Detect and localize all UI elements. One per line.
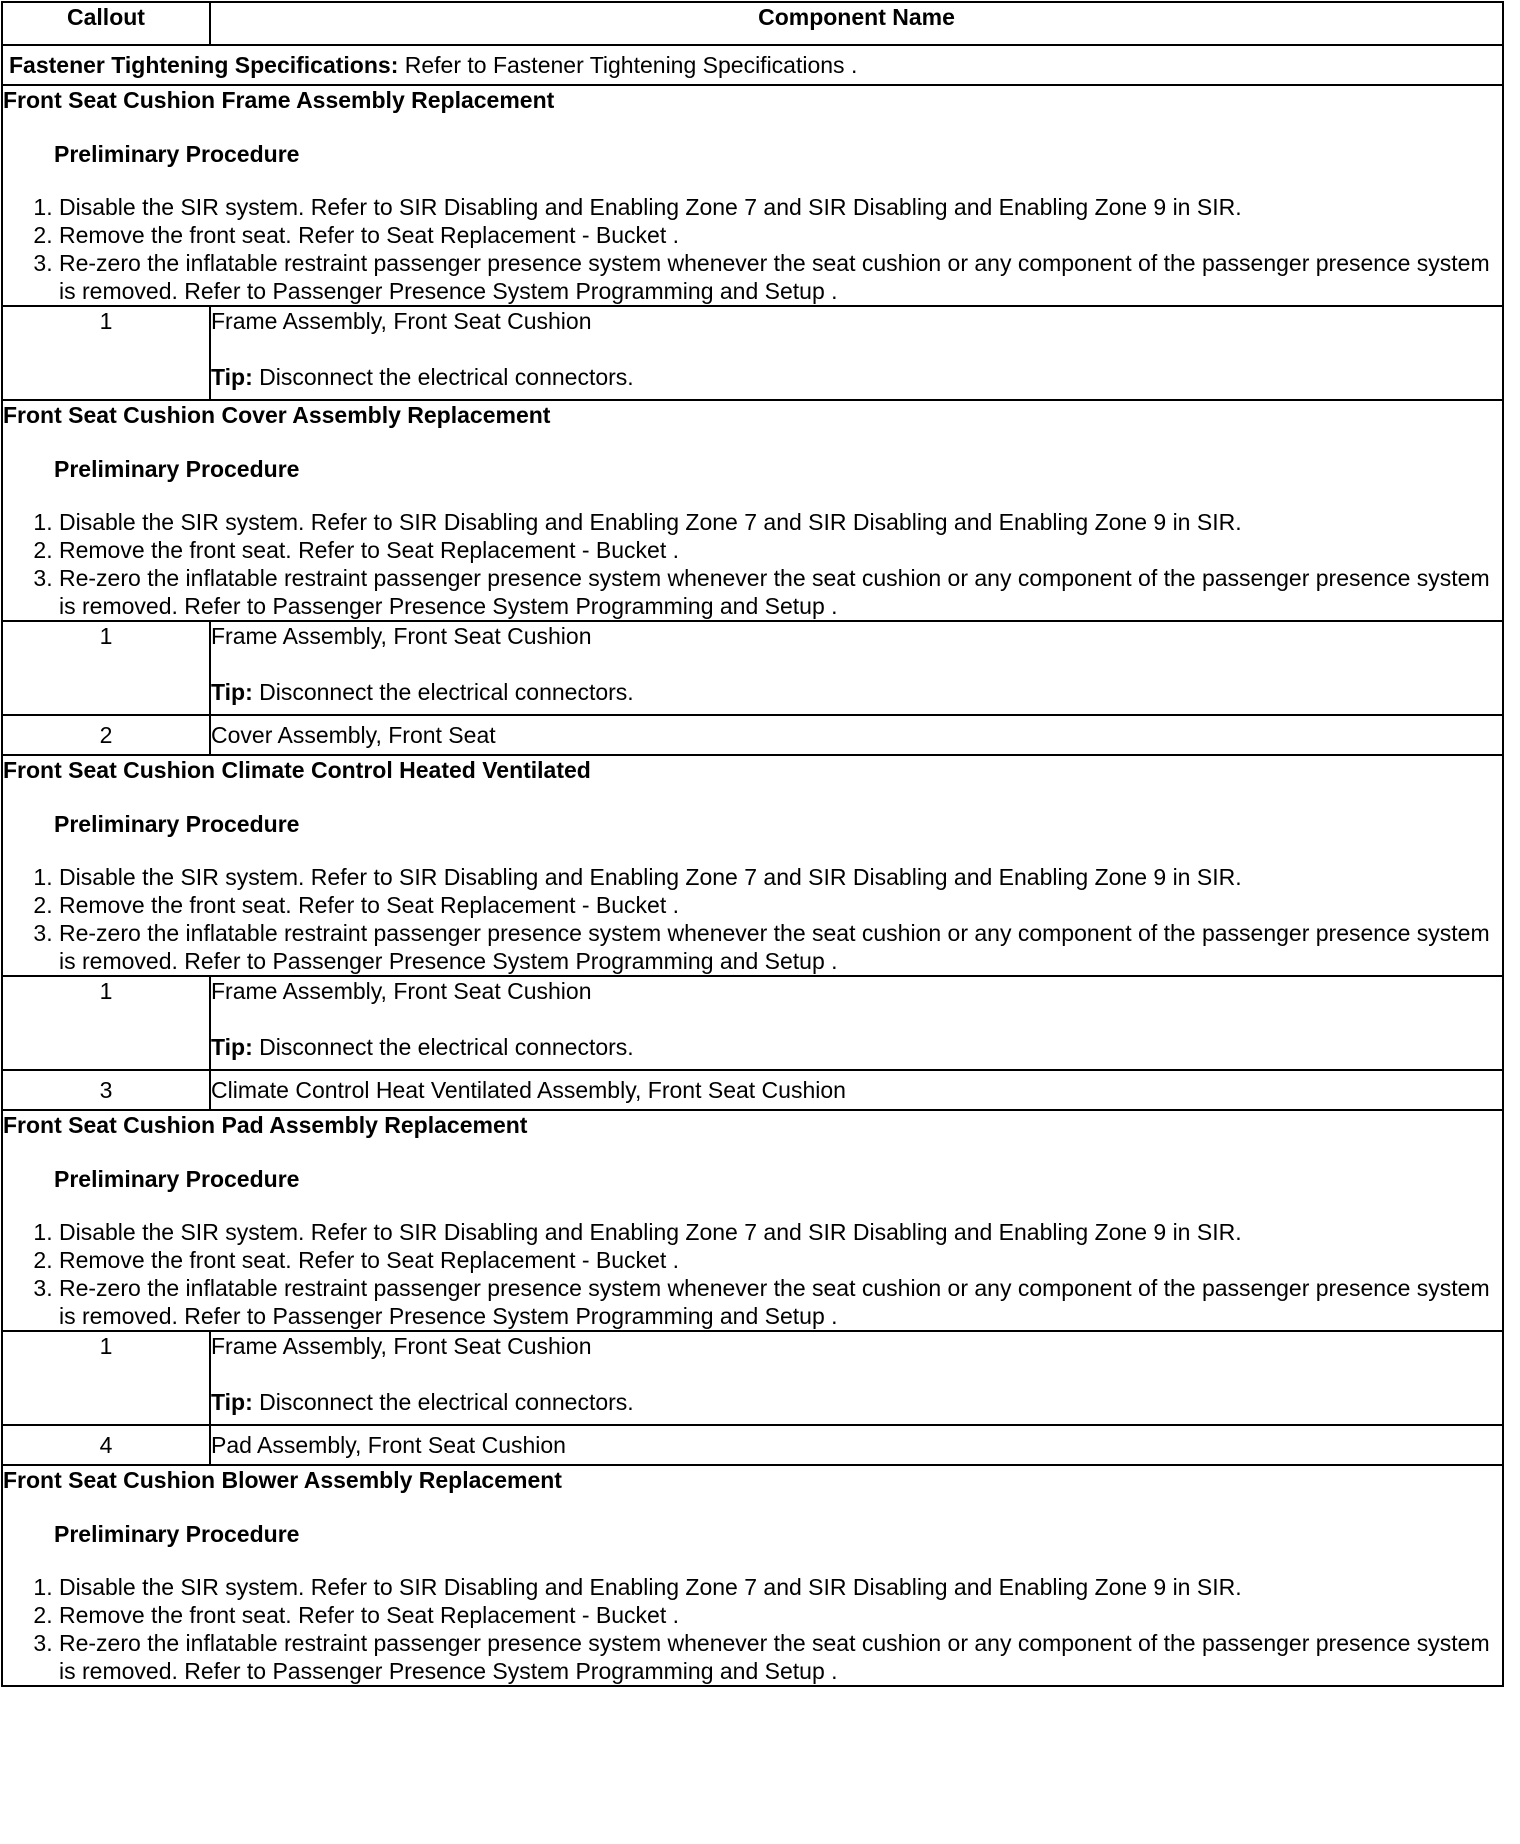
section-cell [2,1110,1503,1331]
procedure-step: 1. Disable the SIR system. Refer to SIR Disabling and Enabling Zone 7 and SIR Disabling and Enabling Zone 9 in SIR. [59,193,1502,221]
procedure-steps [3,193,1502,305]
fastener-spec-cell [2,45,1503,85]
part-row [2,1331,1503,1425]
procedure-step: 3. Re-zero the inflatable restraint passenger presence system whenever the seat cushion or any component of the passenger presence system is removed. Refer to Passenger Presence System Programming and Setup . [59,919,1502,975]
component-cell [210,1070,1503,1110]
component-name: Cover Assembly, Front Seat [211,722,496,748]
tip-label: Tip: [211,1034,253,1060]
part-row [2,1425,1503,1465]
component-cell [210,1331,1503,1425]
section-title: Front Seat Cushion Climate Control Heated Ventilated [3,757,591,783]
procedure-step: 2. Remove the front seat. Refer to Seat Replacement - Bucket . [59,1601,1502,1629]
component-name: Frame Assembly, Front Seat Cushion [211,308,592,334]
part-row [2,1070,1503,1110]
fastener-spec-row [2,45,1503,85]
tip-label: Tip: [211,1389,253,1415]
preliminary-procedure-title: Preliminary Procedure [54,456,300,482]
component-name: Frame Assembly, Front Seat Cushion [211,1333,592,1359]
callout-number: 1 [2,976,210,1070]
component-cell [210,1425,1503,1465]
part-row [2,715,1503,755]
section-title: Front Seat Cushion Cover Assembly Replacement [3,402,551,428]
section-row [2,85,1503,306]
procedure-step: 2. Remove the front seat. Refer to Seat Replacement - Bucket . [59,221,1502,249]
section-title: Front Seat Cushion Pad Assembly Replacement [3,1112,528,1138]
tip-label: Tip: [211,679,253,705]
component-cell [210,715,1503,755]
preliminary-procedure-title: Preliminary Procedure [54,1166,300,1192]
part-row [2,976,1503,1070]
component-cell [210,976,1503,1070]
tip [211,363,1502,391]
callout-number: 4 [2,1425,210,1465]
callout-number: 1 [2,306,210,400]
callout-number: 3 [2,1070,210,1110]
preliminary-procedure-title: Preliminary Procedure [54,811,300,837]
section-title: Front Seat Cushion Blower Assembly Replacement [3,1467,562,1493]
section-cell [2,1465,1503,1686]
tip-text: Disconnect the electrical connectors. [252,679,634,705]
procedure-step: 3. Re-zero the inflatable restraint passenger presence system whenever the seat cushion or any component of the passenger presence system is removed. Refer to Passenger Presence System Programming and Setup . [59,1629,1502,1685]
tip-text: Disconnect the electrical connectors. [252,364,634,390]
callout-header: Callout [2,2,210,45]
component-cell [210,621,1503,715]
component-cell [210,306,1503,400]
tip-text: Disconnect the electrical connectors. [252,1034,634,1060]
tip [211,678,1502,706]
callout-number: 1 [2,621,210,715]
procedure-step: 1. Disable the SIR system. Refer to SIR Disabling and Enabling Zone 7 and SIR Disabling and Enabling Zone 9 in SIR. [59,863,1502,891]
procedure-steps [3,1573,1502,1685]
procedure-step: 2. Remove the front seat. Refer to Seat Replacement - Bucket . [59,1246,1502,1274]
fastener-spec-text: Refer to Fastener Tightening Specifications . [398,52,858,78]
section-title: Front Seat Cushion Frame Assembly Replacement [3,87,555,113]
procedure-step: 2. Remove the front seat. Refer to Seat Replacement - Bucket . [59,536,1502,564]
procedure-step: 1. Disable the SIR system. Refer to SIR Disabling and Enabling Zone 7 and SIR Disabling and Enabling Zone 9 in SIR. [59,1218,1502,1246]
component-name: Climate Control Heat Ventilated Assembly, Front Seat Cushion [211,1077,846,1103]
section-cell [2,85,1503,306]
procedure-step: 3. Re-zero the inflatable restraint passenger presence system whenever the seat cushion or any component of the passenger presence system is removed. Refer to Passenger Presence System Programming and Setup . [59,249,1502,305]
component-name: Frame Assembly, Front Seat Cushion [211,623,592,649]
section-row [2,400,1503,621]
preliminary-procedure-title: Preliminary Procedure [54,1521,300,1547]
component-name-header: Component Name [210,2,1503,45]
part-row [2,306,1503,400]
procedure-step: 3. Re-zero the inflatable restraint passenger presence system whenever the seat cushion or any component of the passenger presence system is removed. Refer to Passenger Presence System Programming and Setup . [59,1274,1502,1330]
procedure-step: 3. Re-zero the inflatable restraint passenger presence system whenever the seat cushion or any component of the passenger presence system is removed. Refer to Passenger Presence System Programming and Setup . [59,564,1502,620]
components-table [1,1,1504,1687]
preliminary-procedure-title: Preliminary Procedure [54,141,300,167]
component-name: Pad Assembly, Front Seat Cushion [211,1432,566,1458]
tip [211,1388,1502,1416]
fastener-spec-label: Fastener Tightening Specifications: [9,52,399,78]
tip [211,1033,1502,1061]
section-cell [2,755,1503,976]
part-row [2,621,1503,715]
procedure-steps [3,863,1502,975]
tip-label: Tip: [211,364,253,390]
procedure-steps [3,1218,1502,1330]
section-cell [2,400,1503,621]
callout-number: 1 [2,1331,210,1425]
procedure-step: 1. Disable the SIR system. Refer to SIR Disabling and Enabling Zone 7 and SIR Disabling and Enabling Zone 9 in SIR. [59,1573,1502,1601]
section-row [2,1110,1503,1331]
component-name: Frame Assembly, Front Seat Cushion [211,978,592,1004]
table-header-row [2,2,1503,45]
section-row [2,1465,1503,1686]
tip-text: Disconnect the electrical connectors. [252,1389,634,1415]
callout-number: 2 [2,715,210,755]
procedure-step: 2. Remove the front seat. Refer to Seat Replacement - Bucket . [59,891,1502,919]
procedure-step: 1. Disable the SIR system. Refer to SIR Disabling and Enabling Zone 7 and SIR Disabling and Enabling Zone 9 in SIR. [59,508,1502,536]
procedure-steps [3,508,1502,620]
section-row [2,755,1503,976]
